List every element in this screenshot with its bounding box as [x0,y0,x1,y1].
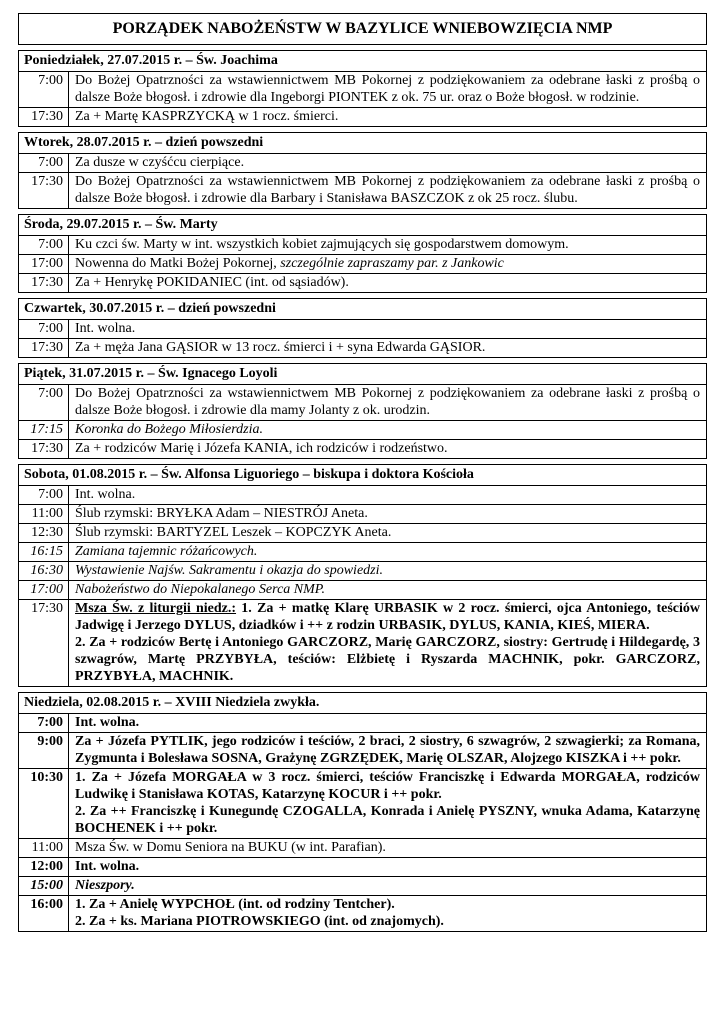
intention-line [75,714,700,731]
time-cell: 10:30 [19,769,69,838]
intention-text: Nabożeństwo do Niepokalanego Serca NMP. [75,582,326,597]
schedule-row [19,385,706,420]
intention-cell [69,714,706,732]
intention-text: Ślub rzymski: BRYŁKA Adam – NIESTRÓJ Aneta. [75,506,368,521]
intention-text: Nowenna do Matki Bożej Pokornej, [75,256,281,271]
intention-line [75,505,700,522]
intention-cell [69,562,706,580]
day-header: Niedziela, 02.08.2015 r. – XVIII Niedziela zwykła. [19,693,706,714]
intention-text: Nieszpory. [75,878,135,893]
schedule-row [19,714,706,732]
intention-cell [69,877,706,895]
schedule-row [19,504,706,523]
day-header: Środa, 29.07.2015 r. – Św. Marty [19,215,706,236]
intention-text: Za + męża Jana GĄSIOR w 13 rocz. śmierci i + syna Edwarda GĄSIOR. [75,340,486,355]
schedule-row [19,876,706,895]
schedule-row [19,172,706,208]
time-cell: 7:00 [19,486,69,504]
intention-line [75,320,700,337]
intention-line [75,913,700,930]
intention-line [75,562,700,579]
intention-text: Ku czci św. Marty w int. wszystkich kobiet zajmujących się gospodarstwem domowym. [75,237,569,252]
time-cell: 16:15 [19,543,69,561]
intention-cell [69,581,706,599]
intention-text: Za + Martę KASPRZYCKĄ w 1 rocz. śmierci. [75,109,339,124]
time-cell: 16:30 [19,562,69,580]
intention-line [75,274,700,291]
intention-text: Za + Henrykę POKIDANIEC (int. od sąsiadów). [75,275,349,290]
intention-line [75,154,700,171]
intention-cell [69,154,706,172]
intention-line [75,72,700,106]
intention-cell [69,505,706,523]
intention-line [75,421,700,438]
schedule-row [19,486,706,504]
schedule-row [19,857,706,876]
page-title: PORZĄDEK NABOŻEŃSTW W BAZYLICE WNIEBOWZIĘCIA NMP [18,13,707,45]
intention-line [75,600,700,634]
intention-text: Msza Św. z liturgii niedz.: [75,601,237,616]
intention-line [75,858,700,875]
intention-cell [69,339,706,357]
intention-line [75,769,700,803]
time-cell: 16:00 [19,896,69,931]
intention-cell [69,320,706,338]
intention-text: 1. Za + matkę Klarę URBASIK w 2 rocz. śmierci, ojca Antoniego, teściów Jadwigę i Jerzego DYLUS, dziadków i ++ z rodzin URBASIK, DYLUS, KANIA, KIEŚ, MIERA. [75,601,700,633]
schedule-row [19,523,706,542]
schedule-row [19,72,706,107]
intention-text: 1. Za + Józefa MORGAŁA w 3 rocz. śmierci, teściów Franciszkę i Edwarda MORGAŁA, rodziców Ludwikę i Stanisława KOTAS, Katarzynę KOCUR i ++ pokr. [75,770,700,802]
intention-cell [69,524,706,542]
intention-line [75,877,700,894]
intention-cell [69,896,706,931]
intention-line [75,385,700,419]
schedule-row [19,732,706,768]
schedule-row [19,320,706,338]
intention-text: 2. Za ++ Franciszkę i Kunegundę CZOGALLA, Konrada i Anielę PYSZNY, wnuka Adama, Katarzynę BOCHENEK i ++ pokr. [75,804,700,836]
time-cell: 11:00 [19,839,69,857]
intention-cell [69,839,706,857]
time-cell: 17:00 [19,255,69,273]
intention-line [75,634,700,685]
schedule-row [19,236,706,254]
intention-cell [69,769,706,838]
day-header: Sobota, 01.08.2015 r. – Św. Alfonsa Liguoriego – biskupa i doktora Kościoła [19,465,706,486]
intention-line [75,581,700,598]
day-section [18,214,707,293]
day-section [18,363,707,459]
intention-text: Za + Józefa PYTLIK, jego rodziców i teściów, 2 braci, 2 siostry, 6 szwagrów, 2 szwagierki; za Romana, Zygmunta i Bolesława SOSNA, Grażynę ZGRZĘDEK, Marię OLSZAR, Alojzego KISZKA i ++ pokr. [75,734,700,766]
intention-cell [69,108,706,126]
time-cell: 12:30 [19,524,69,542]
time-cell: 11:00 [19,505,69,523]
intention-cell [69,421,706,439]
intention-line [75,173,700,207]
intention-text: Koronka do Bożego Miłosierdzia. [75,422,263,437]
intention-line [75,524,700,541]
schedule-days [18,50,707,932]
intention-line [75,896,700,913]
intention-cell [69,385,706,420]
intention-text: 1. Za + Anielę WYPCHOŁ (int. od rodziny Tentcher). [75,897,395,912]
time-cell: 17:30 [19,173,69,208]
schedule-row [19,439,706,458]
time-cell: 7:00 [19,236,69,254]
intention-text: szczególnie zapraszamy par. z Jankowic [280,256,504,271]
intention-text: 2. Za + rodziców Bertę i Antoniego GARCZORZ, Marię GARCZORZ, siostry: Gertrudę i Hildegardę, 3 szwagrów, Martę PRZYBYŁA, teściów: Elżbietę i Ryszarda MACHNIK, pokr. GARCZORZ, PRZYBYŁA, MACHNIK. [75,635,700,684]
time-cell: 17:00 [19,581,69,599]
day-section [18,50,707,127]
time-cell: 17:30 [19,600,69,686]
schedule-row [19,768,706,838]
time-cell: 17:30 [19,440,69,458]
time-cell: 7:00 [19,714,69,732]
intention-line [75,255,700,272]
intention-line [75,803,700,837]
day-header: Wtorek, 28.07.2015 r. – dzień powszedni [19,133,706,154]
intention-text: Ślub rzymski: BARTYZEL Leszek – KOPCZYK Aneta. [75,525,392,540]
intention-line [75,839,700,856]
intention-text: 2. Za + ks. Mariana PIOTROWSKIEGO (int. od znajomych). [75,914,444,929]
intention-text: Int. wolna. [75,321,136,336]
intention-cell [69,733,706,768]
intention-cell [69,255,706,273]
time-cell: 7:00 [19,385,69,420]
schedule-row [19,338,706,357]
intention-cell [69,72,706,107]
schedule-row [19,838,706,857]
intention-text: Int. wolna. [75,859,140,874]
time-cell: 15:00 [19,877,69,895]
intention-text: Do Bożej Opatrzności za wstawiennictwem MB Pokornej z podziękowaniem za odebrane łaski z prośbą o dalsze Boże błogosł. i zdrowie dla Ingeborgi PIONTEK z ok. 75 ur. oraz o Boże błogosł. w rodzinie. [75,73,700,105]
intention-line [75,236,700,253]
intention-cell [69,274,706,292]
intention-line [75,440,700,457]
intention-line [75,108,700,125]
intention-cell [69,486,706,504]
day-section [18,298,707,358]
intention-text: Za dusze w czyśćcu cierpiące. [75,155,245,170]
time-cell: 17:30 [19,108,69,126]
intention-cell [69,440,706,458]
intention-text: Zamiana tajemnic różańcowych. [75,544,258,559]
day-header: Poniedziałek, 27.07.2015 r. – Św. Joachima [19,51,706,72]
schedule-row [19,107,706,126]
time-cell: 9:00 [19,733,69,768]
intention-cell [69,600,706,686]
schedule-row [19,561,706,580]
schedule-row [19,599,706,686]
time-cell: 7:00 [19,72,69,107]
intention-line [75,486,700,503]
intention-text: Wystawienie Najśw. Sakramentu i okazja do spowiedzi. [75,563,383,578]
schedule-row [19,580,706,599]
day-header: Czwartek, 30.07.2015 r. – dzień powszedni [19,299,706,320]
schedule-row [19,420,706,439]
intention-cell [69,543,706,561]
intention-line [75,733,700,767]
schedule-row [19,273,706,292]
intention-cell [69,858,706,876]
time-cell: 7:00 [19,320,69,338]
schedule-row [19,542,706,561]
intention-cell [69,236,706,254]
time-cell: 7:00 [19,154,69,172]
schedule-row [19,254,706,273]
schedule-row [19,895,706,931]
time-cell: 12:00 [19,858,69,876]
day-section [18,692,707,932]
day-section [18,132,707,209]
intention-line [75,543,700,560]
intention-cell [69,173,706,208]
time-cell: 17:30 [19,274,69,292]
day-section [18,464,707,687]
intention-line [75,339,700,356]
intention-text: Do Bożej Opatrzności za wstawiennictwem MB Pokornej z podziękowaniem za odebrane łaski z prośbą o dalsze Boże błogosł. i zdrowie dla Barbary i Stanisława BASZCZOK z ok 25 rocz. ślubu. [75,174,700,206]
intention-text: Msza Św. w Domu Seniora na BUKU (w int. Parafian). [75,840,386,855]
intention-text: Int. wolna. [75,487,136,502]
schedule-row [19,154,706,172]
time-cell: 17:15 [19,421,69,439]
time-cell: 17:30 [19,339,69,357]
intention-text: Int. wolna. [75,715,140,730]
day-header: Piątek, 31.07.2015 r. – Św. Ignacego Loyoli [19,364,706,385]
intention-text: Za + rodziców Marię i Józefa KANIA, ich rodziców i rodzeństwo. [75,441,448,456]
intention-text: Do Bożej Opatrzności za wstawiennictwem MB Pokornej z podziękowaniem za odebrane łaski z prośbą o dalsze Boże błogosł. i zdrowie dla mamy Jolanty z ok. urodzin. [75,386,700,418]
